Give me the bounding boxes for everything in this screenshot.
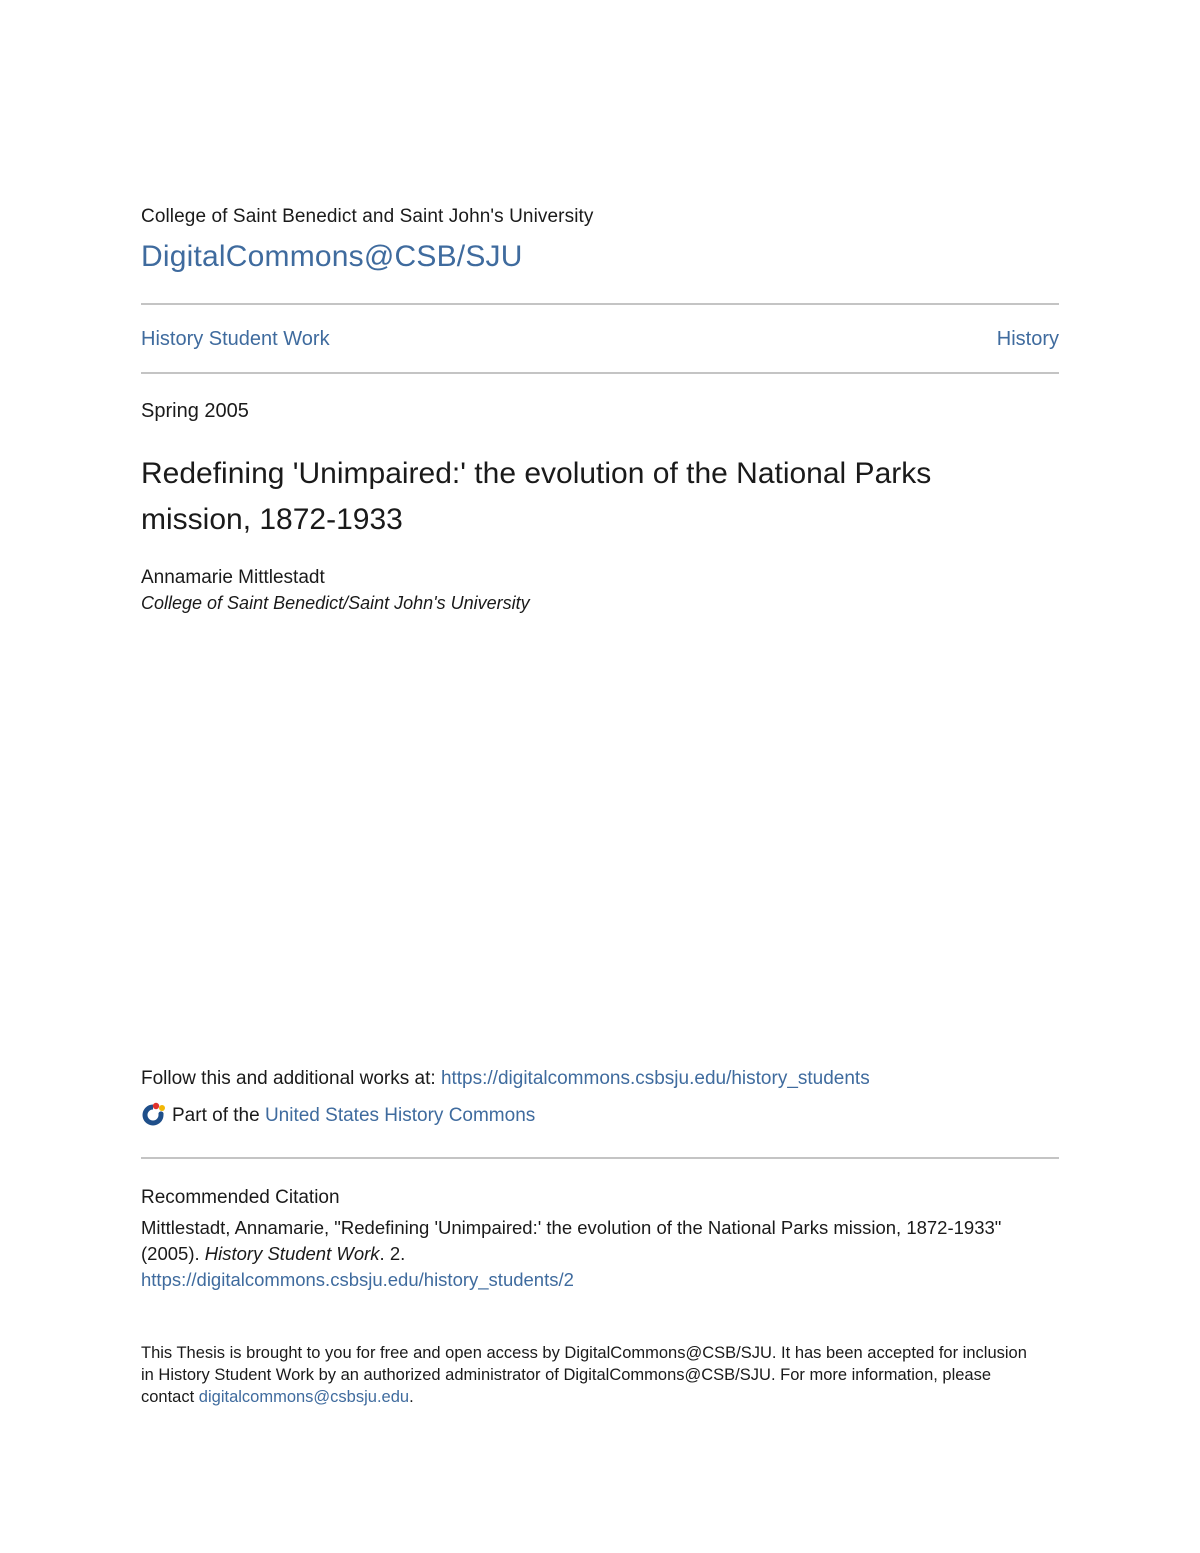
contact-email-link[interactable]: digitalcommons@csbsju.edu — [198, 1388, 410, 1406]
citation-journal: History Student Work — [204, 1243, 380, 1264]
citation-block — [141, 1215, 1059, 1293]
citation-url-link[interactable]: https://digitalcommons.csbsju.edu/history_students/2 — [141, 1269, 574, 1290]
citation-heading: Recommended Citation — [141, 1187, 340, 1208]
part-of-line — [141, 1103, 535, 1129]
commons-link[interactable]: United States History Commons — [264, 1105, 536, 1126]
access-statement-text: This Thesis is brought to you for free and open access by DigitalCommons@CSB/SJU. It has been accepted for inclusion in History Student Work by an authorized administrator of DigitalCommons@CSB/SJU. For more information, please contact — [141, 1344, 1027, 1406]
document-title: Redefining 'Unimpaired:' the evolution of the National Parks mission, 1872-1933 — [141, 457, 932, 536]
institution-name: College of Saint Benedict and Saint John's University — [141, 206, 594, 227]
repository-link[interactable]: DigitalCommons@CSB/SJU — [141, 240, 523, 273]
citation-text: Mittlestadt, Annamarie, "Redefining 'Unimpaired:' the evolution of the National Parks mission, 1872-1933" (2005). — [141, 1217, 1002, 1264]
collection-url-link[interactable]: https://digitalcommons.csbsju.edu/history_students — [440, 1068, 870, 1089]
divider-citation — [141, 1157, 1059, 1159]
department-link[interactable]: History — [996, 328, 1059, 350]
network-icon — [141, 1101, 167, 1127]
divider-top — [141, 303, 1059, 305]
follow-prefix: Follow this and additional works at: — [141, 1068, 441, 1089]
access-statement — [141, 1342, 1041, 1408]
publication-date: Spring 2005 — [141, 400, 249, 422]
author-affiliation: College of Saint Benedict/Saint John's University — [141, 593, 530, 613]
part-of-prefix: Part of the — [172, 1105, 260, 1126]
citation-number: . 2. — [379, 1243, 406, 1264]
access-statement-end: . — [409, 1388, 414, 1406]
divider-nav — [141, 372, 1059, 374]
follow-line — [141, 1068, 870, 1090]
cover-page — [141, 0, 1059, 1553]
series-link[interactable]: History Student Work — [141, 328, 330, 350]
author-name: Annamarie Mittlestadt — [141, 567, 325, 588]
